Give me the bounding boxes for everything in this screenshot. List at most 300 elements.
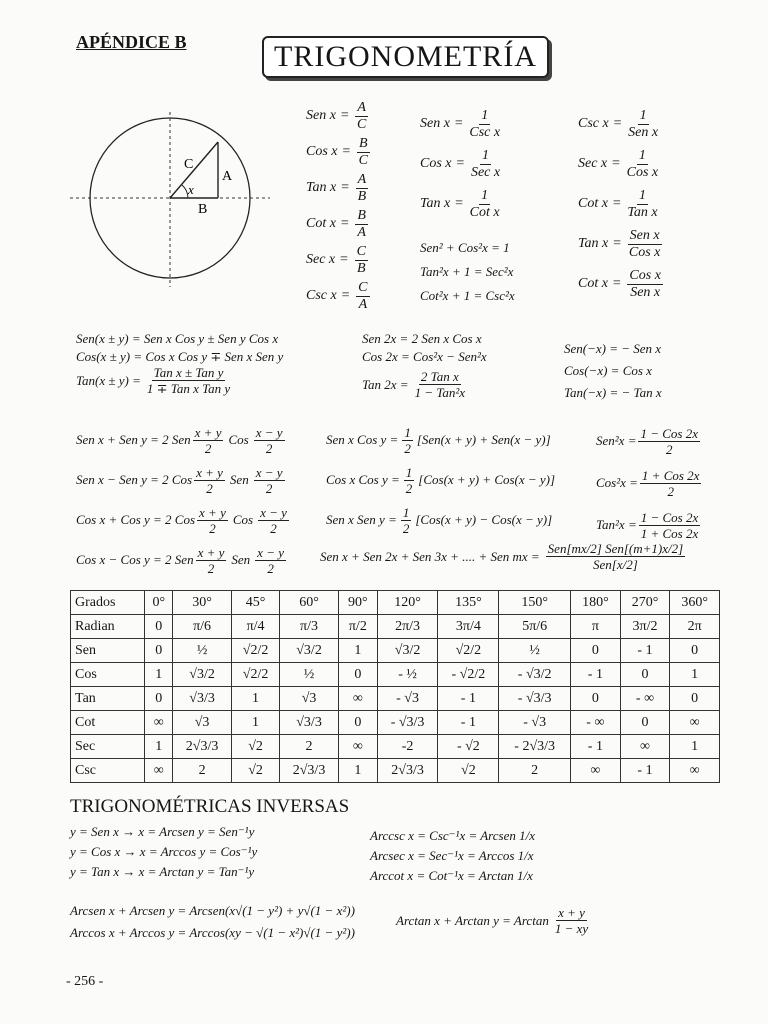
reciprocals_right-numerator: Sen x xyxy=(629,227,660,243)
p2s-rhs: [Cos(x + y) − Cos(x − y)] xyxy=(415,512,553,527)
reciprocals_right-row xyxy=(578,104,665,144)
table-row-cell: 0 xyxy=(620,663,670,687)
reciprocals_mid-numerator: 1 xyxy=(482,147,490,163)
ratios-numerator: A xyxy=(357,171,367,187)
inverse-right-1: Arccsc x = Csc⁻¹x = Arcsen 1/x xyxy=(370,828,535,843)
ratios-row xyxy=(306,170,372,206)
table-row-cell: √3 xyxy=(173,711,232,735)
ratios-row xyxy=(306,134,372,170)
s2p-first-fraction xyxy=(196,546,227,575)
sum-to-product-row xyxy=(76,500,291,540)
arctan-den: 1 − xy xyxy=(554,921,589,936)
ratios-fraction xyxy=(355,209,368,240)
table-row-cell: 1 xyxy=(232,687,280,711)
ratios-denominator: B xyxy=(357,188,367,204)
inverse-right-2: Arcsec x = Sec⁻¹x = Arccos 1/x xyxy=(370,848,534,863)
arcsen-sum: Arcsen x + Arcsen y = Arcsen(x√(1 − y²) + y√(1 − x²)) xyxy=(70,903,355,918)
reciprocals_right-row xyxy=(578,144,665,184)
halfsq-numerator: 1 − Cos 2x xyxy=(640,509,699,525)
table-radians-row-cell: 2π xyxy=(670,615,720,639)
table-row-cell: - ∞ xyxy=(571,711,621,735)
table-row-cell: -2 xyxy=(377,735,438,759)
reciprocals_right-fraction xyxy=(628,109,658,140)
table-row-cell: 0 xyxy=(145,687,173,711)
table-row-cell: 1 xyxy=(232,711,280,735)
table-row-cell: - 1 xyxy=(571,663,621,687)
ratios-equals: = xyxy=(339,252,349,267)
reciprocals_mid-row xyxy=(420,104,502,144)
s2p-first-numerator: x + y xyxy=(199,504,226,520)
table-row-cell: 1 xyxy=(145,735,173,759)
ratios-numerator: A xyxy=(357,99,366,115)
s2p-first-numerator: x + y xyxy=(196,464,223,480)
power-reduction-row xyxy=(596,420,703,462)
table-row-cell: 0 xyxy=(145,639,173,663)
reciprocals_mid-fraction xyxy=(471,149,500,180)
arctan-lhs: Arctan x + Arctan y = Arctan xyxy=(396,912,549,928)
s2p-second-fraction xyxy=(254,466,285,495)
halfsq-denominator: 2 xyxy=(665,441,673,457)
trig-values-table xyxy=(70,590,720,783)
table-degrees-row-cell: 60° xyxy=(280,591,339,615)
product-to-sum xyxy=(326,420,555,540)
s2p-mid: Cos xyxy=(228,432,249,447)
reciprocals_right-lhs: Tan x xyxy=(578,236,609,251)
p2s-half-num: 1 xyxy=(405,464,413,480)
table-degrees-row-cell: 270° xyxy=(620,591,670,615)
s2p-mid: Sen xyxy=(231,552,251,567)
ratios-row xyxy=(306,206,372,242)
table-row-cell: - 1 xyxy=(438,687,499,711)
table-row-cell: 1 xyxy=(339,639,378,663)
table-degrees-row-cell: 150° xyxy=(499,591,571,615)
s2p-mid: Cos xyxy=(232,512,254,527)
s2p-second-numerator: x − y xyxy=(260,504,287,520)
ratios-fraction xyxy=(355,101,368,132)
ratios-numerator: C xyxy=(356,243,366,259)
series-num: Sen[mx/2] Sen[(m+1)x/2] xyxy=(547,541,684,556)
table-row-cell: ∞ xyxy=(620,735,670,759)
page-title: TRIGONOMETRÍA xyxy=(262,36,549,78)
pythag-3: Cot²x + 1 = Csc²x xyxy=(420,288,515,303)
pythag-1: Sen² + Cos²x = 1 xyxy=(420,240,510,255)
reciprocals_mid-numerator: 1 xyxy=(481,107,489,123)
table-row-cell: 1 xyxy=(670,735,720,759)
appendix-label: APÉNDICE B xyxy=(76,32,187,52)
halfsq-numerator: 1 + Cos 2x xyxy=(641,467,700,483)
inverse-left xyxy=(70,822,257,882)
double-tan xyxy=(362,370,487,399)
reciprocals_mid-lhs: Tan x xyxy=(420,196,451,211)
sum-to-product-row xyxy=(76,540,291,580)
table-row-cell: - 2√3/3 xyxy=(499,735,571,759)
page-number: - 256 - xyxy=(66,974,104,989)
p2s-half-den: 2 xyxy=(404,440,411,456)
s2p-lhs: Cos x + Cos y = 2 Cos xyxy=(76,512,196,527)
ratios-lhs: Sec x xyxy=(306,252,336,267)
halfsq-fraction xyxy=(640,469,702,498)
s2p-first-numerator: x + y xyxy=(197,544,225,560)
neg-sen: Sen(−x) = − Sen x xyxy=(564,341,662,356)
ratios-row xyxy=(306,278,372,314)
s2p-second-denominator: 2 xyxy=(265,480,273,496)
s2p-first-fraction xyxy=(194,466,225,495)
table-row-cell: 0 xyxy=(670,639,720,663)
s2p-lhs: Sen x + Sen y = 2 Sen xyxy=(76,432,191,447)
table-row-cell: √2 xyxy=(232,759,280,783)
p2s-half-num: 1 xyxy=(404,424,411,440)
table-row xyxy=(71,687,720,711)
table-radians-row-cell: 0 xyxy=(145,615,173,639)
p2s-rhs: [Sen(x + y) + Sen(x − y)] xyxy=(416,432,551,447)
table-row-cell: - ½ xyxy=(377,663,438,687)
series-den: Sen[x/2] xyxy=(593,557,638,572)
table-degrees-row-cell: Grados xyxy=(71,591,145,615)
s2p-lhs: Cos x − Cos y = 2 Sen xyxy=(76,552,194,567)
table-degrees-row-cell: 90° xyxy=(339,591,378,615)
table-row-cell: 1 xyxy=(339,759,378,783)
ratios-denominator: C xyxy=(357,116,367,132)
ratios-lhs: Csc x xyxy=(306,288,337,303)
ratios-row xyxy=(306,242,372,278)
sum-tan xyxy=(76,366,283,395)
ratios-denominator: B xyxy=(357,260,366,276)
s2p-second-fraction xyxy=(254,426,285,455)
table-row-cell: √2 xyxy=(438,759,499,783)
reciprocals_right-denominator: Sen x xyxy=(630,284,661,300)
table-degrees-row-cell: 135° xyxy=(438,591,499,615)
table-row-cell: 1 xyxy=(145,663,173,687)
ratios-fraction xyxy=(357,137,370,168)
table-row-cell: Tan xyxy=(71,687,145,711)
halfsq-denominator: 1 + Cos 2x xyxy=(640,525,699,541)
reciprocals_right-equals: = xyxy=(612,116,623,131)
table-row-cell: Sec xyxy=(71,735,145,759)
table-row xyxy=(71,711,720,735)
table-row-cell: - 1 xyxy=(438,711,499,735)
reciprocals_right-denominator: Tan x xyxy=(627,204,658,220)
s2p-second-denominator: 2 xyxy=(265,440,273,456)
table-degrees-row-cell: 45° xyxy=(232,591,280,615)
reciprocals_right-denominator: Cos x xyxy=(626,164,659,180)
reciprocals_right-row xyxy=(578,224,665,264)
table-row-cell: 0 xyxy=(620,711,670,735)
table-row-cell: - 1 xyxy=(571,735,621,759)
reciprocals_mid-row xyxy=(420,184,502,224)
table-row-cell: 0 xyxy=(571,639,621,663)
power-reduction-row xyxy=(596,462,703,504)
table-row-cell: 2√3/3 xyxy=(173,735,232,759)
table-radians-row-cell: 3π/2 xyxy=(620,615,670,639)
sum-to-product-row xyxy=(76,460,291,500)
table-radians-row-cell: π/4 xyxy=(232,615,280,639)
table-row-cell: Cos xyxy=(71,663,145,687)
ratios-lhs: Cos x xyxy=(306,144,338,159)
table-row-cell: ∞ xyxy=(339,735,378,759)
table-degrees-row-cell: 180° xyxy=(571,591,621,615)
table-row-cell: - √3/3 xyxy=(377,711,438,735)
table-row-cell: ∞ xyxy=(145,759,173,783)
sum-tan-den: 1 ∓ Tan x Tan y xyxy=(146,381,231,396)
halfsq-lhs: Cos²x = xyxy=(596,475,638,490)
table-row-cell: √3 xyxy=(280,687,339,711)
table-row-cell: - √3/3 xyxy=(499,687,571,711)
ratios-equals: = xyxy=(340,180,350,195)
reciprocals_right-row xyxy=(578,184,665,224)
reciprocals_right-denominator: Sen x xyxy=(628,124,659,140)
s2p-first-denominator: 2 xyxy=(206,480,213,496)
table-radians-row xyxy=(71,615,720,639)
reciprocals_right-denominator: Cos x xyxy=(628,244,661,260)
reciprocals_right-fraction xyxy=(627,189,657,220)
table-row-cell: - 1 xyxy=(620,759,670,783)
table-radians-row-cell: 2π/3 xyxy=(377,615,438,639)
table-row-cell: 0 xyxy=(670,687,720,711)
halfsq-lhs: Sen²x = xyxy=(596,433,637,448)
s2p-first-denominator: 2 xyxy=(207,560,215,576)
unit-circle-diagram xyxy=(70,112,270,287)
table-row-cell: √3/3 xyxy=(173,687,232,711)
table-row-cell: √3/3 xyxy=(280,711,339,735)
table-degrees-row-cell: 120° xyxy=(377,591,438,615)
reciprocals_right-equals: = xyxy=(612,236,622,251)
table-row-cell: - √3 xyxy=(377,687,438,711)
ratios-fraction xyxy=(356,281,369,312)
double-angle-formulas xyxy=(362,330,487,399)
halfsq-numerator: 1 − Cos 2x xyxy=(640,425,698,441)
table-row-cell: Sen xyxy=(71,639,145,663)
p2s-half xyxy=(401,506,412,535)
double-cos: Cos 2x = Cos²x − Sen²x xyxy=(362,349,487,364)
s2p-second-denominator: 2 xyxy=(270,520,277,536)
ratios-equals: = xyxy=(341,144,351,159)
table-row-cell: ½ xyxy=(280,663,339,687)
ratios-lhs: Cot x xyxy=(306,216,336,231)
table-row-cell: 0 xyxy=(339,663,378,687)
reciprocals_right-equals: = xyxy=(611,196,622,211)
reciprocals_right-lhs: Sec x xyxy=(578,156,608,171)
angle-label: x xyxy=(188,182,194,197)
ratios-denominator: A xyxy=(358,296,368,312)
sum-tan-lhs: Tan(x ± y) = xyxy=(76,372,141,388)
s2p-first-fraction xyxy=(197,506,228,535)
opposite-label: A xyxy=(222,169,233,184)
ratios-fraction xyxy=(355,245,368,276)
inverse-sum-formulas xyxy=(70,900,355,944)
table-radians-row-cell: 5π/6 xyxy=(499,615,571,639)
inverse-left-3: y = Tan x → x = Arctan y = Tan⁻¹y xyxy=(70,864,255,879)
s2p-second-numerator: x − y xyxy=(255,424,283,440)
halfsq-denominator: 2 xyxy=(667,483,674,499)
ratios-equals: = xyxy=(339,216,350,231)
reciprocals_right-numerator: 1 xyxy=(638,147,646,163)
reciprocals_mid-fraction xyxy=(469,109,500,140)
table-row-cell: √3/2 xyxy=(377,639,438,663)
table-row xyxy=(71,639,720,663)
inverse-left-1: y = Sen x → x = Arcsen y = Sen⁻¹y xyxy=(70,824,255,839)
s2p-lhs: Sen x − Sen y = 2 Cos xyxy=(76,472,193,487)
reciprocals_mid-denominator: Cot x xyxy=(469,204,500,220)
ratios-equals: = xyxy=(340,288,351,303)
negative-angle-formulas xyxy=(564,338,662,404)
ratios-fraction xyxy=(356,173,369,204)
reciprocals_mid-equals: = xyxy=(455,156,465,171)
neg-tan: Tan(−x) = − Tan x xyxy=(564,385,662,400)
arctan-num: x + y xyxy=(558,905,585,920)
table-row-cell: - √3 xyxy=(499,711,571,735)
table-row-cell: ½ xyxy=(499,639,571,663)
reciprocals_right-numerator: 1 xyxy=(639,187,647,203)
table-row-cell: Cot xyxy=(71,711,145,735)
reciprocals_right-fraction xyxy=(628,229,662,260)
table-row-cell: ∞ xyxy=(670,711,720,735)
reciprocals_right-numerator: 1 xyxy=(639,107,647,123)
p2s-lhs: Cos x Cos y = xyxy=(326,472,400,487)
halfsq-fraction xyxy=(638,427,700,456)
s2p-second-numerator: x − y xyxy=(257,544,284,560)
sum-cos: Cos(x ± y) = Cos x Cos y ∓ Sen x Sen y xyxy=(76,349,284,364)
table-row-cell: 2 xyxy=(499,759,571,783)
series-lhs: Sen x + Sen 2x + Sen 3x + .... + Sen mx = xyxy=(320,548,540,564)
sine-series xyxy=(320,542,687,571)
p2s-lhs: Sen x Sen y = xyxy=(326,512,397,527)
pythag-2: Tan²x + 1 = Sec²x xyxy=(420,264,514,279)
reciprocals_right-numerator: Cos x xyxy=(629,267,661,283)
table-row-cell: 2 xyxy=(280,735,339,759)
halfsq-fraction xyxy=(639,511,701,540)
table-radians-row-cell: 3π/4 xyxy=(438,615,499,639)
table-row-cell: ∞ xyxy=(670,759,720,783)
inverse-section-title: TRIGONOMÉTRICAS INVERSAS xyxy=(70,796,350,817)
s2p-first-numerator: x + y xyxy=(194,424,222,440)
table-row-cell: - √2 xyxy=(438,735,499,759)
table-row-cell: ∞ xyxy=(571,759,621,783)
table-degrees-row-cell: 30° xyxy=(173,591,232,615)
sum-to-product xyxy=(76,420,291,580)
table-degrees-row-cell: 0° xyxy=(145,591,173,615)
reciprocals_right-row xyxy=(578,264,665,304)
reciprocals_right-fraction xyxy=(627,269,663,300)
p2s-half xyxy=(404,466,415,495)
power-reduction-row xyxy=(596,504,703,546)
reciprocals_right-equals: = xyxy=(611,276,622,291)
reciprocals_right-fraction xyxy=(627,149,659,180)
table-row-cell: 2 xyxy=(173,759,232,783)
reciprocals_mid-denominator: Sec x xyxy=(470,164,501,180)
ratios-equals: = xyxy=(339,108,350,123)
reciprocals_mid-row xyxy=(420,144,502,184)
s2p-mid: Sen xyxy=(229,472,249,487)
table-radians-row-cell: π/6 xyxy=(173,615,232,639)
table-row-cell: √3/2 xyxy=(280,639,339,663)
reciprocals_mid-lhs: Sen x xyxy=(420,116,450,131)
table-radians-row-cell: π/2 xyxy=(339,615,378,639)
table-row-cell: Csc xyxy=(71,759,145,783)
reciprocals_right-lhs: Cot x xyxy=(578,196,608,211)
sum-formulas xyxy=(76,330,283,395)
s2p-first-denominator: 2 xyxy=(209,520,216,536)
reciprocals_right-equals: = xyxy=(611,156,621,171)
reciprocals-right xyxy=(578,104,665,304)
table-degrees-row xyxy=(71,591,720,615)
reciprocals-middle xyxy=(420,104,502,224)
table-row xyxy=(71,759,720,783)
table-row-cell: 0 xyxy=(571,687,621,711)
sum-to-product-row xyxy=(76,420,291,460)
reciprocals_mid-equals: = xyxy=(454,196,464,211)
table-row-cell: 0 xyxy=(339,711,378,735)
ratios-denominator: C xyxy=(358,152,368,168)
s2p-first-fraction xyxy=(193,426,224,455)
inverse-right xyxy=(370,826,535,886)
s2p-second-numerator: x − y xyxy=(255,464,283,480)
table-row-cell: ∞ xyxy=(145,711,173,735)
table-row xyxy=(71,735,720,759)
power-reduction xyxy=(596,420,703,546)
table-row-cell: √2/2 xyxy=(232,639,280,663)
reciprocals_right-lhs: Cot x xyxy=(578,276,608,291)
reciprocals_mid-lhs: Cos x xyxy=(420,156,452,171)
s2p-second-fraction xyxy=(255,546,286,575)
table-row-cell: √2/2 xyxy=(438,639,499,663)
table-row-cell: - √2/2 xyxy=(438,663,499,687)
table-radians-row-cell: π/3 xyxy=(280,615,339,639)
ratios-denominator: A xyxy=(357,224,366,240)
hypotenuse-label: C xyxy=(184,157,194,172)
table-row-cell: √2/2 xyxy=(232,663,280,687)
product-to-sum-row xyxy=(326,500,555,540)
halfsq-lhs: Tan²x = xyxy=(596,517,637,532)
double-tan-num: 2 Tan x xyxy=(420,369,459,384)
ratios-lhs: Sen x xyxy=(306,108,336,123)
arccos-sum: Arccos x + Arccos y = Arccos(xy − √(1 − x²)√(1 − y²)) xyxy=(70,925,355,940)
s2p-second-fraction xyxy=(258,506,289,535)
ratios-lhs: Tan x xyxy=(306,180,337,195)
reciprocals_mid-numerator: 1 xyxy=(481,187,489,203)
table-row-cell: √3/2 xyxy=(173,663,232,687)
reciprocals_mid-denominator: Csc x xyxy=(469,124,501,140)
sum-sen: Sen(x ± y) = Sen x Cos y ± Sen y Cos x xyxy=(76,331,279,346)
p2s-rhs: [Cos(x + y) + Cos(x − y)] xyxy=(418,472,556,487)
p2s-half xyxy=(402,426,413,455)
table-row-cell: - 1 xyxy=(620,639,670,663)
p2s-half-num: 1 xyxy=(402,504,410,520)
table-radians-row-cell: Radian xyxy=(71,615,145,639)
table-degrees-row-cell: 360° xyxy=(670,591,720,615)
table-row-cell: - √3/2 xyxy=(499,663,571,687)
inverse-right-3: Arccot x = Cot⁻¹x = Arctan 1/x xyxy=(370,868,533,883)
pythagorean-identities xyxy=(420,236,515,308)
double-tan-den: 1 − Tan²x xyxy=(414,385,466,400)
arctan-sum xyxy=(396,906,590,935)
product-to-sum-row xyxy=(326,420,555,460)
ratios-numerator: B xyxy=(358,135,368,151)
p2s-lhs: Sen x Cos y = xyxy=(326,432,399,447)
table-row-cell: √2 xyxy=(232,735,280,759)
ratios-numerator: C xyxy=(358,279,368,295)
table-row-cell: 2√3/3 xyxy=(377,759,438,783)
table-row-cell: ∞ xyxy=(339,687,378,711)
adjacent-label: B xyxy=(198,202,208,217)
reciprocals_mid-fraction xyxy=(470,189,500,220)
double-sen: Sen 2x = 2 Sen x Cos x xyxy=(362,331,482,346)
s2p-second-denominator: 2 xyxy=(267,560,274,576)
table-row xyxy=(71,663,720,687)
sum-tan-num: Tan x ± Tan y xyxy=(153,365,224,380)
double-tan-lhs: Tan 2x = xyxy=(362,376,409,392)
reciprocals_right-lhs: Csc x xyxy=(578,116,609,131)
table-row-cell: 2√3/3 xyxy=(280,759,339,783)
